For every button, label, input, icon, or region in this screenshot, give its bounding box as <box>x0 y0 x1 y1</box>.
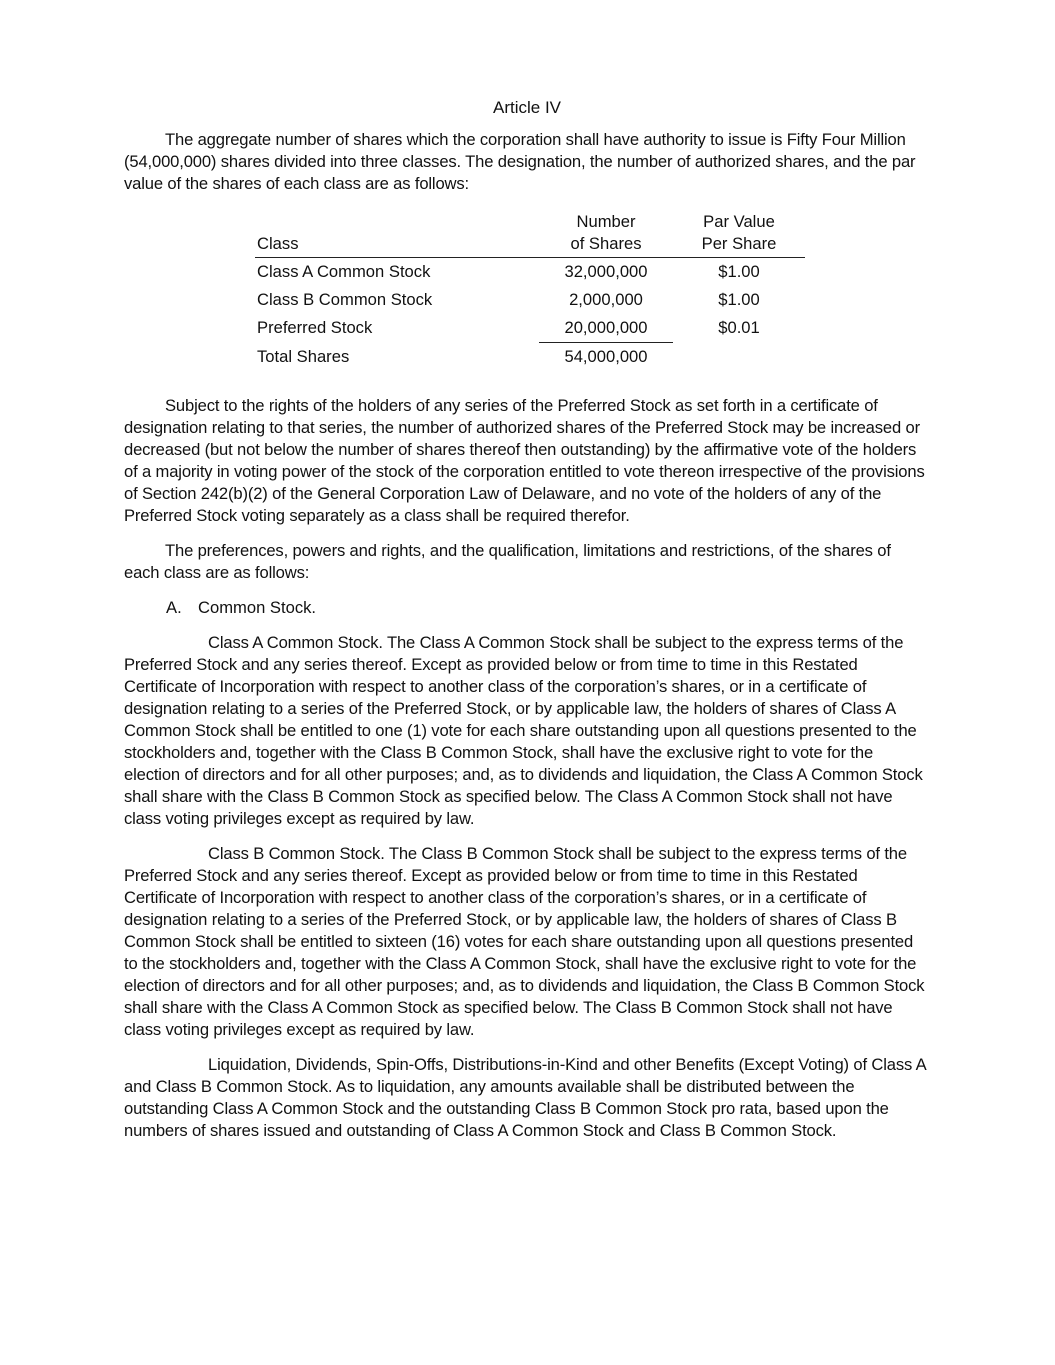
header-number-of-shares <box>539 211 673 258</box>
shares-table <box>255 211 805 371</box>
table-total-row <box>255 343 805 372</box>
row-shares: 32,000,000 <box>564 262 648 281</box>
row-shares: 2,000,000 <box>569 290 643 309</box>
total-par-empty <box>673 343 805 372</box>
article-title: Article IV <box>492 98 562 117</box>
row-class: Class B Common Stock <box>257 290 433 309</box>
document-page <box>124 98 930 1142</box>
section-a-title: Common Stock. <box>198 598 317 617</box>
preferred-rights-paragraph: Subject to the rights of the holders of any series of the Preferred Stock as set forth in a certificate of designation relating to that series, the number of authorized shares of the Preferred Stock may be increased or decreased (but not below the number of shares thereof then outstanding) by the affirmative vote of the holders of a majority in voting power of the stock of the corporation entitled to vote thereon irrespective of the provisions of Section 242(b)(2) of the General Corporation Law of Delaware, and no vote of the holders of any of the Preferred Stock voting separately as a class shall be required therefor. <box>124 396 925 525</box>
table-row <box>255 258 805 287</box>
header-par-line2: Per Share <box>701 234 777 253</box>
row-par: $0.01 <box>718 318 760 338</box>
row-shares: 20,000,000 <box>539 314 673 343</box>
row-class: Preferred Stock <box>257 318 373 338</box>
header-par-value <box>673 211 805 258</box>
table-row <box>255 314 805 343</box>
intro-paragraph: The aggregate number of shares which the corporation shall have authority to issue is Fifty Four Million (54,000,000) shares divided into three classes. The designation, the number of authorized shares, and the par value of the shares of each class are as follows: <box>124 130 916 193</box>
class-a-paragraph: Class A Common Stock. The Class A Common Stock shall be subject to the express terms of the Preferred Stock and any series thereof. Except as provided below or from time to time in this Restated Certificate of Incorporation with respect to another class of the corporation’s shares, or in a certificate of designation relating to a series of the Preferred Stock, or by applicable law, the holders of shares of Class A Common Stock shall be entitled to one (1) vote for each share outstanding upon all questions presented to the stockholders and, together with the Class B Common Stock, shall have the exclusive right to vote for the election of directors and for all other purposes; and, as to dividends and liquidation, the Class A Common Stock shall share with the Class B Common Stock as specified below. The Class A Common Stock shall not have class voting privileges except as required by law. <box>124 633 923 828</box>
preferences-intro-paragraph: The preferences, powers and rights, and the qualification, limitations and restrictions, of the shares of each class are as follows: <box>124 541 891 582</box>
table-row <box>255 286 805 314</box>
table-header-row <box>255 211 805 258</box>
header-par-line1: Par Value <box>703 212 775 231</box>
row-par: $1.00 <box>718 290 760 309</box>
class-b-paragraph: Class B Common Stock. The Class B Common Stock shall be subject to the express terms of the Preferred Stock and any series thereof. Except as provided below or from time to time in this Restated Certificate of Incorporation with respect to another class of the corporation’s shares, or in a certificate of designation relating to a series of the Preferred Stock, or by applicable law, the holders of shares of Class B Common Stock shall be entitled to sixteen (16) votes for each share outstanding upon all questions presented to the stockholders and, together with the Class A Common Stock, shall have the exclusive right to vote for the election of directors and for all other purposes; and, as to dividends and liquidation, the Class B Common Stock shall share with the Class A Common Stock as specified below. The Class B Common Stock shall not have class voting privileges except as required by law. <box>124 844 925 1039</box>
row-class: Class A Common Stock <box>257 262 431 281</box>
liquidation-paragraph: Liquidation, Dividends, Spin-Offs, Distributions-in-Kind and other Benefits (Except Voting) of Class A and Class B Common Stock. As to liquidation, any amounts available shall be distributed between the outstanding Class A Common Stock and the outstanding Class B Common Stock pro rata, based upon the numbers of shares issued and outstanding of Class A Common Stock and Class B Common Stock. <box>124 1055 926 1140</box>
header-number-line1: Number <box>576 212 636 231</box>
section-a-heading <box>166 597 930 619</box>
total-label: Total Shares <box>257 346 350 366</box>
row-par: $1.00 <box>718 262 760 281</box>
header-number-line2: of Shares <box>570 234 642 253</box>
total-shares: 54,000,000 <box>564 347 648 366</box>
section-a-letter: A. <box>166 598 182 617</box>
header-class: Class <box>255 211 539 258</box>
